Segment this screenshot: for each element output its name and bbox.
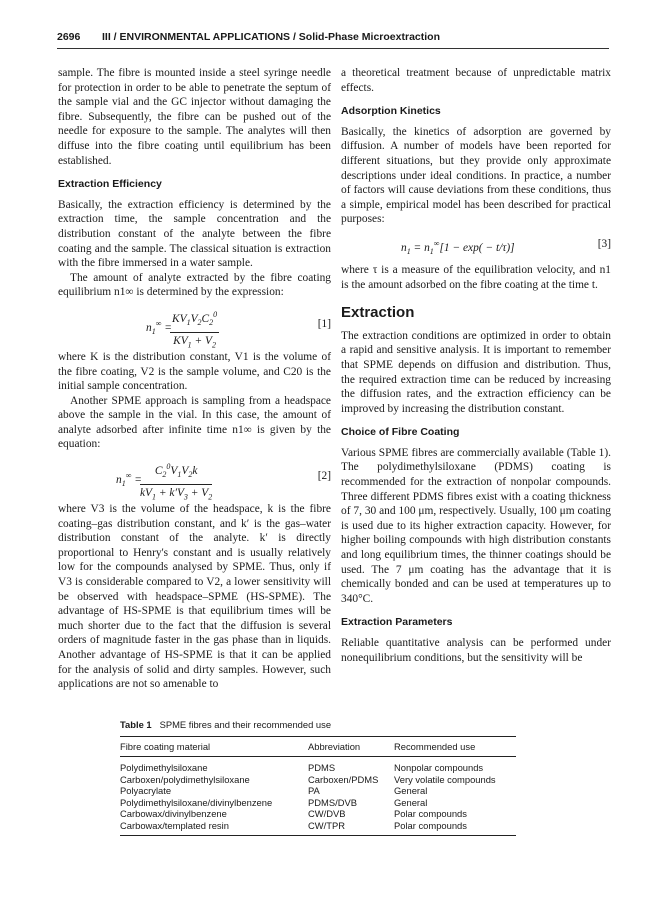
table-label: Table 1 (120, 719, 152, 730)
table-row (120, 797, 516, 809)
table-cell: Polar compounds (394, 820, 516, 835)
paragraph: Reliable quantitative analysis can be performed under nonequilibrium conditions, but the sensitivity will be (341, 637, 611, 664)
equation-2: $n_1^\infty$ = $\frac{C_2^0V_1V_2k}{kV_1 + k'V_3 + V_2}$ [2] (116, 462, 331, 502)
table-cell: Carbowax/templated resin (120, 820, 308, 835)
running-title: III / ENVIRONMENTAL APPLICATIONS / Solid-Phase Microextraction (102, 31, 440, 43)
table-1 (120, 719, 516, 836)
table-cell: Polydimethylsiloxane (120, 762, 208, 773)
equation-number: [1] (317, 317, 331, 330)
table-cell: PDMS/DVB (308, 796, 357, 808)
table-cell: CW/DVB (308, 808, 346, 820)
paragraph: The extraction conditions are optimized in order to obtain a rapid and sensitive analysis. It is important to remember that SPME depends on diffusion and distribution. Thus, the required extraction time can be reduced by increasing the diffusion rates, and the extraction efficiency can be improved by increasing the distribution constant. (341, 329, 611, 415)
equation-3: $n_1 = n_1^\infty[1 - \exp( - t/\tau)]$ [3] (401, 237, 611, 257)
column-header: Recommended use (394, 737, 516, 757)
equation-number: [2] (317, 470, 331, 483)
table-cell: Polar compounds (394, 808, 467, 820)
table-row (120, 820, 516, 835)
paragraph: sample. The fibre is mounted inside a steel syringe needle for protection in order to be able to penetrate the septum of the sample vial and the GC injector without damaging the fibre. Subsequently, the fibre can be pushed out of the needle for exposure to the sample. The analytes will then diffuse into the fibre coating until equilibrium has been established. (58, 67, 331, 167)
table-cell: PDMS (308, 762, 336, 773)
table-cell: Very volatile compounds (394, 773, 496, 785)
table-header-row (120, 737, 516, 757)
running-header (57, 26, 609, 49)
section-heading: Choice of Fibre Coating (341, 426, 460, 439)
table-cell: PA (308, 785, 320, 797)
table-cell: Carboxen/polydimethylsiloxane (120, 773, 250, 785)
table-cell: Carbowax/divinylbenzene (120, 808, 227, 820)
paragraph: where V3 is the volume of the headspace, k is the fibre coating–gas distribution constant, and k′ is the gas–water distribution constant of the analyte. k′ is directly proportional to Henry's constant and is usually relatively low for the compounds analysed by SPME. Thus, only if V3 is considerable compared to V2, a lower sensitivity will be observed with headspace–SPME (HS-SPME). The advantage of HS-SPME is that equilibrium times will be much shorter due to the fact that the diffusion is several orders of magnitude faster in the gas phase than in liquids. Another advantage of HS-SPME is that it can be applied for the analysis of solid and dirty samples. However, such applications are not so amenable to (58, 503, 331, 691)
paragraph: where τ is a measure of the equilibration velocity, and n1 is the amount adsorbed on the fibre coating at the time t. (341, 263, 611, 291)
paragraph: Basically, the extraction efficiency is determined by the extraction time, the sample concentration and the distribution constant of the analyte between the fibre coating and the sample. The classical situation is extraction with the fibre immersed in a water sample. (58, 198, 331, 270)
paragraph: where K is the distribution constant, V1 is the volume of the fibre coating, V2 is the sample volume, and C20 is the initial sample concentration. (58, 350, 331, 393)
column-header: Fibre coating material (120, 737, 308, 757)
table-caption-text: SPME fibres and their recommended use (159, 719, 332, 730)
equation-number: [3] (597, 237, 611, 250)
left-column (58, 66, 331, 692)
paragraph: The amount of analyte extracted by the fibre coating equilibrium n1∞ is determined by the expression: (58, 271, 331, 299)
fibre-table (120, 736, 516, 836)
section-title: Extraction (341, 304, 415, 322)
paragraph: a theoretical treatment because of unpredictable matrix effects. (341, 67, 611, 94)
right-column (341, 66, 611, 665)
table-row (120, 774, 516, 786)
table-cell: General (394, 796, 428, 808)
equation-1: $n_1^\infty$ = $\frac{KV_1V_2C_2^0}{KV_1 + V_2}$ [1] (146, 309, 331, 349)
table-cell: General (394, 785, 428, 797)
table-row (120, 785, 516, 797)
table-caption (120, 719, 516, 730)
column-header: Abbreviation (308, 737, 394, 757)
table-row (120, 808, 516, 820)
section-heading: Extraction Parameters (341, 616, 453, 629)
paragraph: Basically, the kinetics of adsorption are governed by diffusion. A number of models have been reported for different situations, but they provide only approximate descriptions under ideal conditions. In practice, a number of factors will cause deviations from these conditions, thus a simple, empirical model has been described for practical purposes: (341, 125, 611, 226)
section-heading: Adsorption Kinetics (341, 105, 441, 118)
paragraph: Various SPME fibres are commercially available (Table 1). The polydimethylsiloxane (PDMS) coating is recommended for the extraction of nonpolar compounds. Three different PDMS fibres exist with a coating thickness of 7, 30 and 100 μm, respectively. Usually, 100 μm coating is used due to its higher extraction capacity. However, for higher boiling compounds with high distribution constants and long equilibrium times, the thinner coatings should be used. The 7 μm coating has the advantage that it is chemically bonded and can be used at temperatures up to 340°C. (341, 446, 611, 605)
paragraph: Another SPME approach is sampling from a headspace above the sample in the vial. In this case, the amount of analyte adsorbed after infinite time n1∞ is given by the equation: (58, 394, 331, 451)
table-cell: Polydimethylsiloxane/divinylbenzene (120, 796, 273, 808)
table-row (120, 757, 516, 774)
table-cell: Carboxen/PDMS (308, 773, 379, 785)
table-cell: CW/TPR (308, 820, 394, 835)
table-cell: Polyacrylate (120, 785, 172, 797)
table-cell: Nonpolar compounds (394, 762, 484, 773)
section-heading: Extraction Efficiency (58, 178, 162, 191)
page-number: 2696 (57, 31, 81, 43)
